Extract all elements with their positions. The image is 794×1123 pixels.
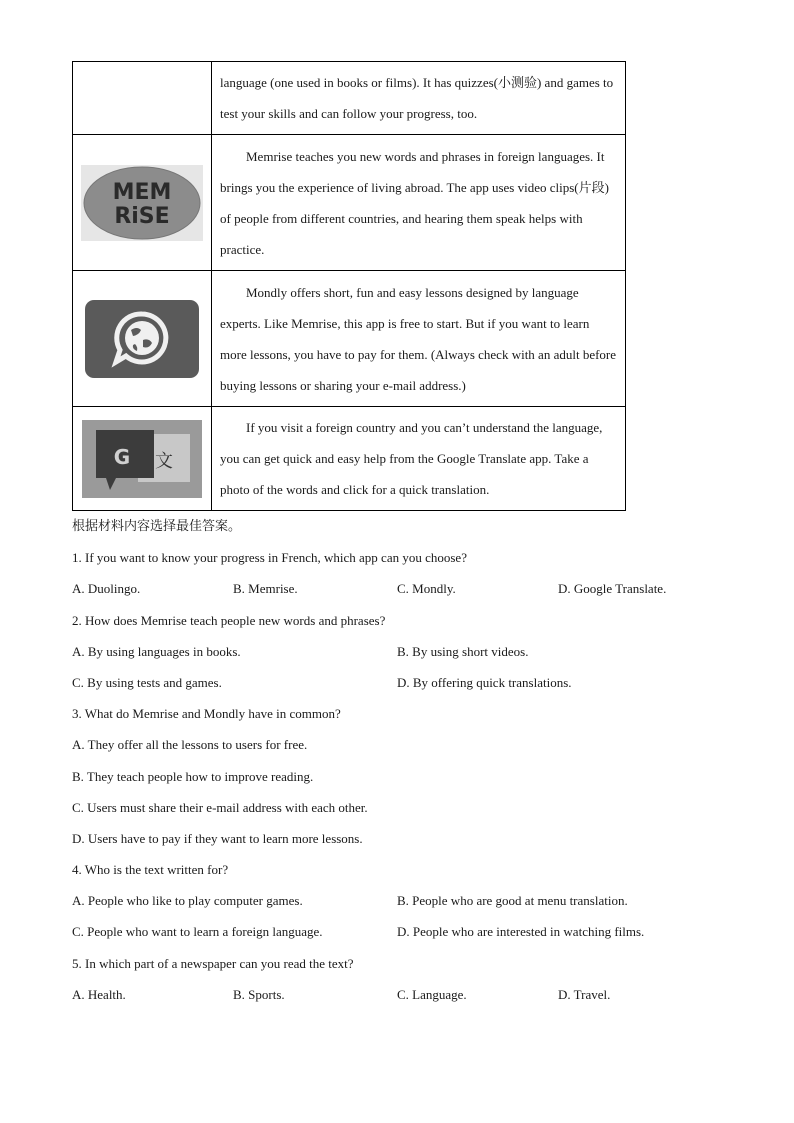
questions-section <box>72 516 712 1015</box>
option-c[interactable]: C. Users must share their e-mail address with each other. <box>72 799 368 815</box>
option-d[interactable]: D. Users have to pay if they want to learn more lessons. <box>72 830 363 846</box>
option-c[interactable]: C. Language. <box>397 986 467 1002</box>
table-row <box>73 407 626 511</box>
instruction: 根据材料内容选择最佳答案。 <box>72 519 242 534</box>
svg-text:G: G <box>113 444 131 469</box>
options-row <box>72 578 712 609</box>
options-row <box>72 672 712 703</box>
options-row <box>72 890 712 921</box>
duolingo-description: language (one used in books or films). It has quizzes(小测验) and games to test your skills and can follow your progress, too. <box>212 62 626 135</box>
svg-text:MEM: MEM <box>112 179 172 205</box>
table-row <box>73 271 626 407</box>
empty-logo-cell <box>73 62 212 135</box>
table-row <box>73 62 626 135</box>
option-c[interactable]: C. Mondly. <box>397 581 456 597</box>
question-stem: 2. How does Memrise teach people new words and phrases? <box>72 612 386 628</box>
option-b[interactable]: B. Memrise. <box>233 581 298 597</box>
option-c[interactable]: C. People who want to learn a foreign language. <box>72 924 323 940</box>
mondly-logo-cell <box>73 271 212 407</box>
question-stem: 5. In which part of a newspaper can you read the text? <box>72 955 354 971</box>
question-stem: 3. What do Memrise and Mondly have in common? <box>72 706 341 722</box>
option-b[interactable]: B. People who are good at menu translation. <box>397 893 628 909</box>
options-row <box>72 921 712 952</box>
table-row <box>73 135 626 271</box>
option-a[interactable]: A. Duolingo. <box>72 581 141 597</box>
mondly-description: Mondly offers short, fun and easy lessons designed by language experts. Like Memrise, this app is free to start. But if you want to learn more lessons, you have to pay for them. (Always check with an adult before buying lessons or sharing your e-mail address.) <box>212 271 626 407</box>
svg-text:文: 文 <box>155 450 173 472</box>
memrise-logo-icon <box>81 165 203 241</box>
google-translate-logo-icon <box>82 420 202 498</box>
options-row <box>72 641 712 672</box>
option-d[interactable]: D. Google Translate. <box>558 581 667 597</box>
option-b[interactable]: B. Sports. <box>233 986 285 1002</box>
mondly-logo-icon <box>85 300 199 378</box>
option-a[interactable]: A. They offer all the lessons to users for free. <box>72 737 308 753</box>
memrise-description: Memrise teaches you new words and phrases in foreign languages. It brings you the experience of living abroad. The app uses video clips(片段) of people from different countries, and hearing them speak helps with practice. <box>212 135 626 271</box>
option-a[interactable]: A. Health. <box>72 986 126 1002</box>
apps-table <box>72 61 626 511</box>
google-translate-description: If you visit a foreign country and you can’t understand the language, you can get quick and easy help from the Google Translate app. Take a photo of the words and click for a quick translation. <box>212 407 626 511</box>
option-b[interactable]: B. By using short videos. <box>397 643 529 659</box>
option-d[interactable]: D. People who are interested in watching films. <box>397 924 645 940</box>
svg-text:RiSE: RiSE <box>114 203 170 229</box>
option-a[interactable]: A. People who like to play computer games. <box>72 893 303 909</box>
option-d[interactable]: D. By offering quick translations. <box>397 674 572 690</box>
question-stem: 4. Who is the text written for? <box>72 862 229 878</box>
option-a[interactable]: A. By using languages in books. <box>72 643 241 659</box>
option-b[interactable]: B. They teach people how to improve reading. <box>72 768 314 784</box>
memrise-logo-cell <box>73 135 212 271</box>
options-row <box>72 984 712 1015</box>
option-d[interactable]: D. Travel. <box>558 986 611 1002</box>
option-c[interactable]: C. By using tests and games. <box>72 674 222 690</box>
question-stem: 1. If you want to know your progress in French, which app can you choose? <box>72 550 467 566</box>
google-translate-logo-cell <box>73 407 212 511</box>
